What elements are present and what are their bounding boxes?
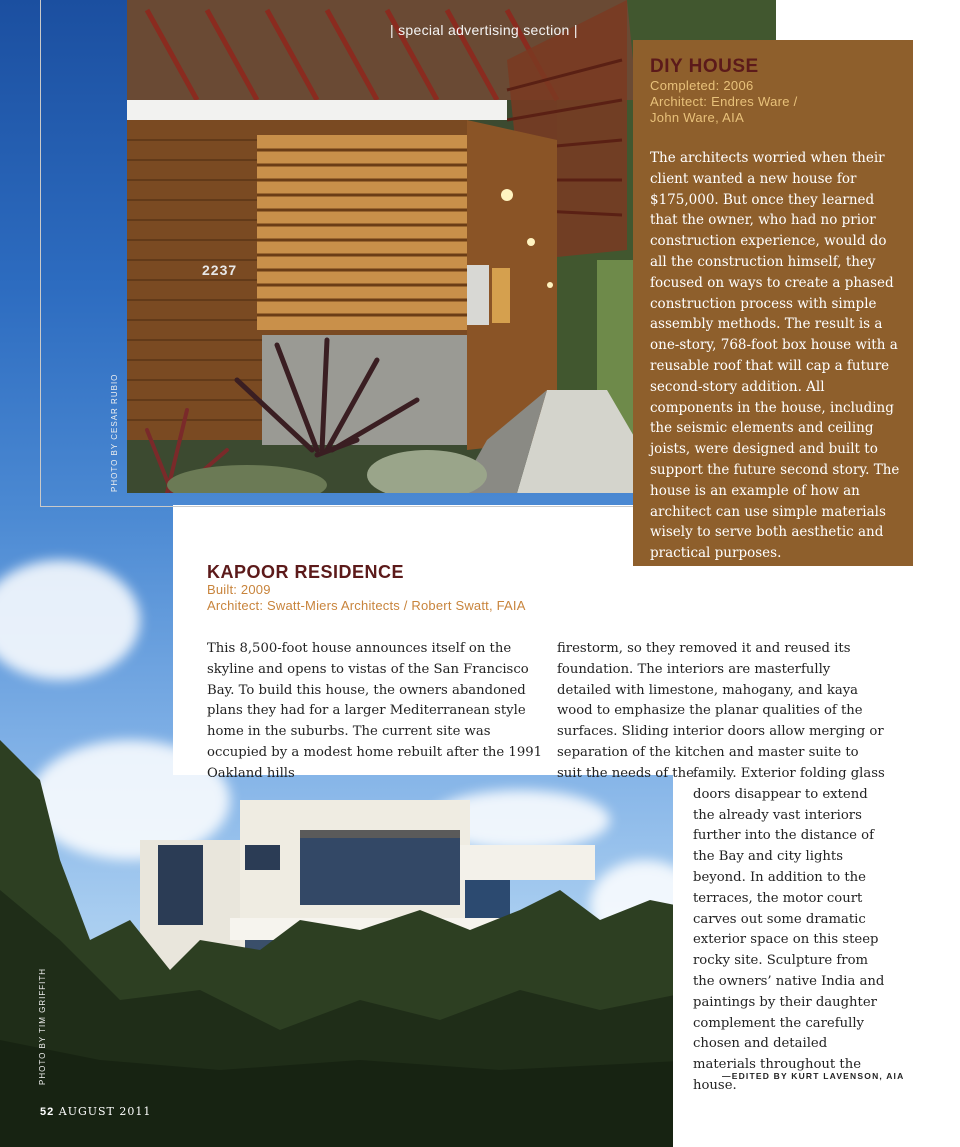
kapoor-photo-credit: PHOTO BY TIM GRIFFITH [38, 967, 47, 1085]
photo-frame-line [40, 0, 41, 506]
kapoor-title: KAPOOR RESIDENCE [207, 562, 405, 582]
diy-architect-line1: Architect: Endres Ware / [650, 94, 798, 109]
kapoor-column-3: family. Exterior folding glass doors disappear to extend the already vast interiors further into the distance of the Bay and city lights beyond. In addition to the terraces, the motor court carves out some dramatic exterior space on this steep rocky site. Sculpture from the owners’ native India and paintings by their daughter complement the carefully chosen and detailed materials throughout the house. [693, 766, 885, 1093]
photo-frame-line [40, 506, 640, 507]
issue-date: AUGUST 2011 [58, 1105, 152, 1118]
page-number: 52 [40, 1106, 55, 1118]
kapoor-built: Built: 2009 [207, 582, 271, 597]
diy-architect-line2: John Ware, AIA [650, 110, 745, 125]
editor-byline: —EDITED BY KURT LAVENSON, AIA [722, 1071, 905, 1081]
page-folio [40, 1105, 151, 1118]
diy-completed: Completed: 2006 [650, 78, 754, 93]
tree-silhouettes [0, 740, 700, 1147]
diy-photo-credit: PHOTO BY CESAR RUBIO [110, 373, 119, 492]
kapoor-column-1: This 8,500-foot house announces itself on the skyline and opens to vistas of the San Francisco Bay. To build this house, the owners abandoned plans they had for a larger Mediterranean style home in the suburbs. The current site was occupied by a modest home rebuilt after the 1991 Oakland hills [207, 641, 542, 781]
section-banner: | special advertising section | [390, 22, 578, 38]
house-number: 2237 [202, 262, 238, 278]
kapoor-architect: Architect: Swatt-Miers Architects / Robert Swatt, FAIA [207, 598, 526, 613]
kapoor-column-2: firestorm, so they removed it and reused its foundation. The interiors are masterfully detailed with limestone, mahogany, and kaya wood to emphasize the planar qualities of the surfaces. Sliding interior doors allow merging or separation of the kitchen and master suite to suit the needs of the [557, 641, 884, 781]
diy-body-text: The architects worried when their client wanted a new house for $175,000. But once they learned that the owner, who had no prior construction experience, would do all the construction himself, they focused on ways to create a phased construction process with simple assembly methods. The result is a one-story, 768-foot box house with a reusable roof that will cap a future second-story addition. All components in the house, including the seismic elements and ceiling joists, were designed and built to support the future second story. The house is an example of how an architect can use simple materials wisely to serve both aesthetic and practical purposes. [650, 150, 900, 562]
diy-house-sidebar [633, 40, 913, 566]
diy-house-title: DIY HOUSE [650, 56, 759, 77]
